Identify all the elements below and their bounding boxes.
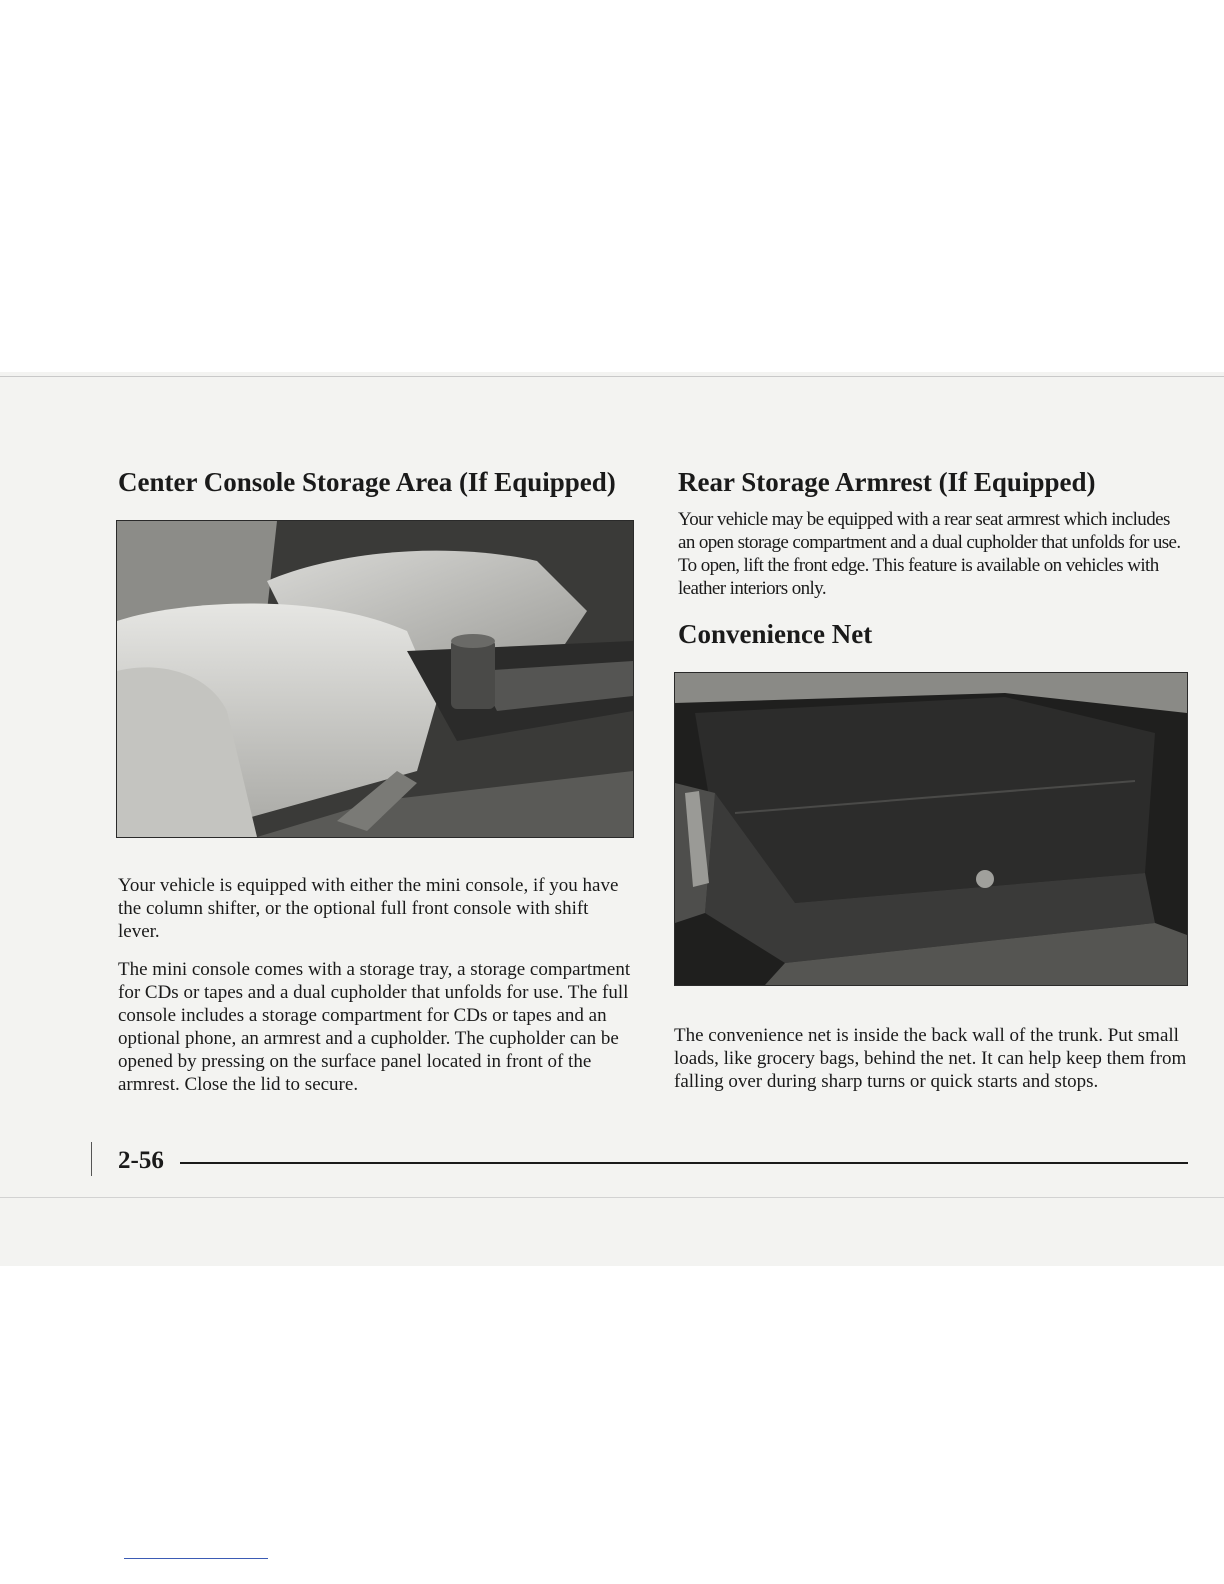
scan-top-edge bbox=[0, 376, 1224, 377]
bottom-underline bbox=[124, 1558, 268, 1559]
footer-rule bbox=[180, 1162, 1188, 1164]
convenience-net-heading: Convenience Net bbox=[678, 619, 873, 649]
center-console-photo bbox=[116, 520, 634, 838]
center-console-heading: Center Console Storage Area (If Equipped) bbox=[118, 467, 616, 497]
center-console-illustration bbox=[117, 521, 633, 837]
center-console-paragraph-2: The mini console comes with a storage tray, a storage compartment for CDs or tapes and a dual cupholder that unfolds for use. The full console includes a storage compartment for CDs or tapes and an optional phone, an armrest and a cupholder. The cupholder can be opened by pressing on the surface panel located in front of the armrest. Close the lid to secure. bbox=[118, 959, 631, 1095]
margin-mark bbox=[91, 1142, 92, 1176]
page-number: 2-56 bbox=[118, 1147, 164, 1174]
rear-storage-armrest-heading: Rear Storage Armrest (If Equipped) bbox=[678, 467, 1096, 497]
center-console-paragraph-1: Your vehicle is equipped with either the mini console, if you have the column shifter, or the optional full front console with shift lever. bbox=[118, 875, 619, 942]
rear-storage-armrest-paragraph: Your vehicle may be equipped with a rear seat armrest which includes an open storage compartment and a dual cupholder that unfolds for use. To open, lift the front edge. This feature is available on vehicles with leather interiors only. bbox=[678, 509, 1181, 599]
convenience-net-photo bbox=[674, 672, 1188, 986]
scan-bottom-edge bbox=[0, 1197, 1224, 1198]
trunk-illustration bbox=[675, 673, 1187, 985]
convenience-net-paragraph: The convenience net is inside the back wall of the trunk. Put small loads, like grocery bags, behind the net. It can help keep them from falling over during sharp turns or quick starts and stops. bbox=[674, 1025, 1187, 1092]
